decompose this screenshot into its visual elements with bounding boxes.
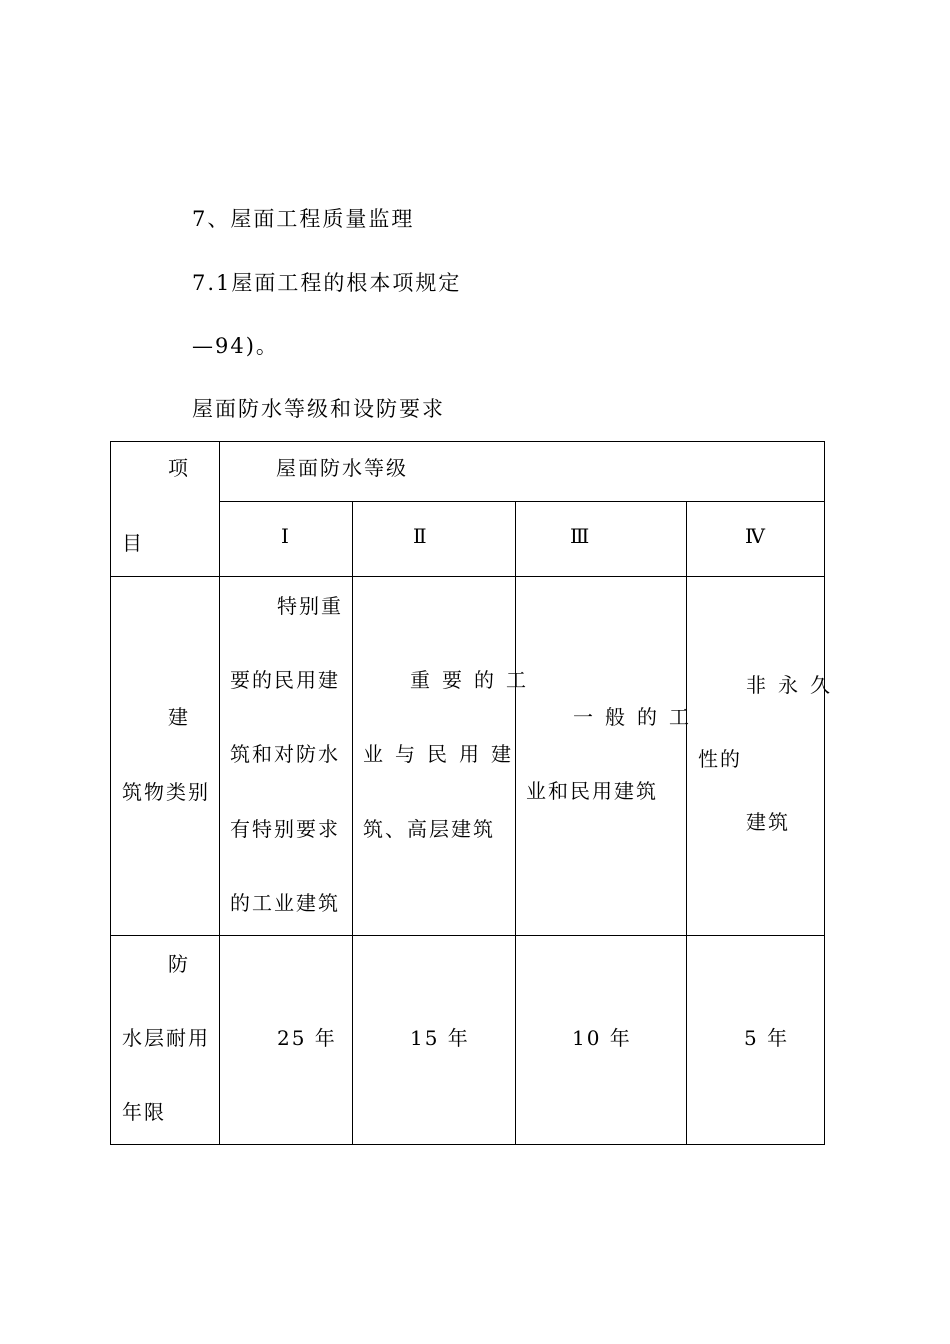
grade4-building-line3: 建筑	[746, 810, 790, 834]
subsection-heading: 7.1屋面工程的根本项规定	[192, 271, 462, 295]
grade-4: Ⅳ	[745, 524, 767, 548]
table-rule-col4	[686, 501, 687, 1145]
table-rule-col3	[515, 501, 516, 1145]
table-border-top	[110, 441, 825, 442]
table-rule-col2	[352, 501, 353, 1145]
grade3-building-line1: 一般的工	[573, 705, 701, 729]
grade3-life: 10 年	[572, 1026, 632, 1050]
grade3-building-line2: 业和民用建筑	[526, 779, 658, 803]
grade1-building-line5: 的工业建筑	[230, 891, 340, 915]
table-rule-col1	[219, 441, 220, 1145]
building-label-line2: 筑物类别	[122, 780, 210, 804]
grade1-building-line1: 特别重	[277, 594, 343, 618]
table-border-bottom	[110, 1144, 825, 1145]
building-label-line1: 建	[168, 705, 190, 729]
waterproof-grade-table	[110, 441, 842, 1145]
grade-2: Ⅱ	[413, 524, 429, 548]
grade1-building-line4: 有特别要求	[230, 817, 340, 841]
grade2-building-line2: 业与民用建	[363, 742, 523, 766]
grade-3: Ⅲ	[570, 524, 592, 548]
grade4-building-line1: 非永久	[746, 673, 842, 697]
item-header-top: 项	[168, 456, 190, 480]
section-heading: 7、屋面工程质量监理	[192, 207, 415, 231]
grade4-building-line2: 性的	[698, 747, 742, 771]
life-label-line3: 年限	[122, 1100, 166, 1124]
table-rule-building-bottom	[110, 935, 825, 936]
table-rule-grade-header	[219, 501, 825, 502]
text-fragment: —94)。	[192, 334, 279, 358]
table-caption: 屋面防水等级和设防要求	[192, 397, 445, 421]
life-label-line1: 防	[168, 952, 190, 976]
grade-1: Ⅰ	[281, 524, 291, 548]
grade1-building-line2: 要的民用建	[230, 668, 340, 692]
table-rule-header-bottom	[110, 576, 825, 577]
grade2-building-line1: 重要的工	[410, 668, 538, 692]
grade2-life: 15 年	[410, 1026, 470, 1050]
grade-header: 屋面防水等级	[276, 456, 408, 480]
life-label-line2: 水层耐用	[122, 1026, 210, 1050]
table-border-left	[110, 441, 111, 1145]
grade2-building-line3: 筑、高层建筑	[363, 817, 495, 841]
grade1-building-line3: 筑和对防水	[230, 742, 340, 766]
item-header-bottom: 目	[122, 531, 144, 555]
grade1-life: 25 年	[277, 1026, 337, 1050]
grade4-life: 5 年	[744, 1026, 790, 1050]
table-border-right	[824, 441, 825, 1145]
